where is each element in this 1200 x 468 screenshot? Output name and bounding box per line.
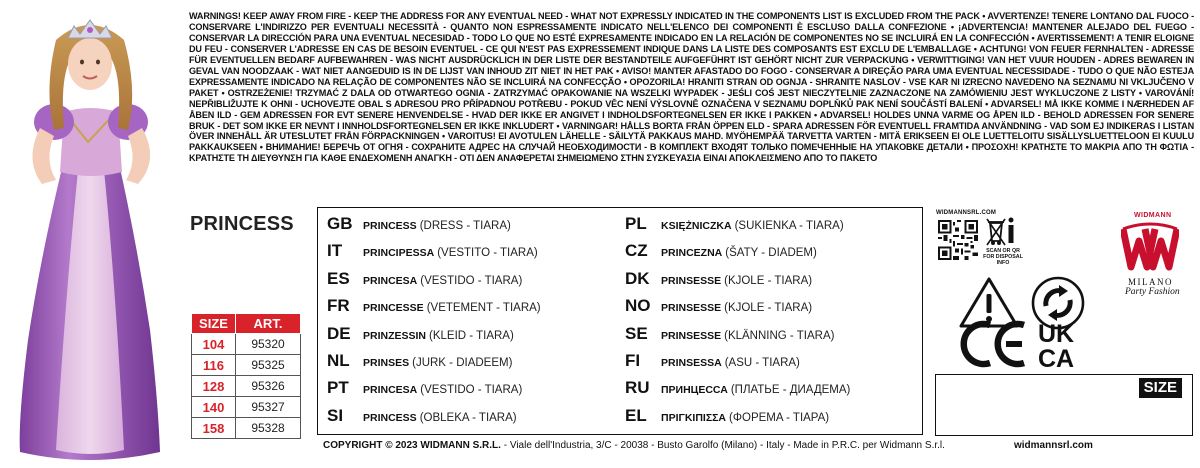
- size-tag: SIZE: [1139, 378, 1182, 398]
- size-art-table: [191, 313, 301, 439]
- product-description: (VESTIDO - TIARA): [420, 384, 523, 397]
- ukca-mark-icon: [1030, 318, 1082, 370]
- product-description: (ПЛАТЬЕ - ДИАДЕМА): [730, 384, 851, 397]
- website-link[interactable]: widmannsrl.com: [1014, 440, 1093, 451]
- product-description: (DRESS - TIARA): [419, 220, 511, 232]
- product-description: (SUKIENKA - TIARA): [734, 220, 844, 232]
- language-code: RU: [625, 378, 650, 398]
- costume-photo: [0, 0, 185, 468]
- product-name: PRINSESSE: [661, 302, 722, 315]
- product-name: KSIĘŻNICZKA: [661, 220, 732, 232]
- size-value: 104: [192, 334, 236, 355]
- product-name: PRINSES: [363, 356, 410, 369]
- translation-row: [327, 324, 627, 351]
- qr-code-icon[interactable]: [938, 220, 978, 260]
- brand-name: WIDMANN: [1134, 212, 1172, 219]
- size-header: SIZE: [192, 314, 236, 334]
- translation-row: [327, 269, 627, 296]
- translation-row: [327, 214, 627, 241]
- product-description: (KJOLE - TIARA): [724, 302, 813, 315]
- product-name: PRINCIPESSA: [363, 247, 435, 260]
- size-table-row: [192, 376, 301, 397]
- language-code: NO: [625, 296, 651, 316]
- product-title: PRINCESS: [190, 213, 294, 235]
- copyright-line: [323, 440, 945, 451]
- size-table-row: [192, 418, 301, 439]
- product-description: (KJOLE - TIARA): [724, 274, 813, 287]
- language-code: CZ: [625, 241, 648, 261]
- product-description: (KLEID - TIARA): [429, 329, 514, 342]
- translations-left-column: [327, 214, 627, 433]
- art-value: 95326: [236, 376, 301, 397]
- size-value: 128: [192, 376, 236, 397]
- product-description: (ΦΟΡΕΜΑ - ΤΙΑΡΑ): [729, 411, 830, 424]
- product-name: PRINCESS: [363, 411, 417, 424]
- language-code: NL: [327, 350, 350, 370]
- ce-mark-icon: [958, 319, 1030, 369]
- translation-row: [327, 406, 627, 433]
- translations-box: [317, 207, 923, 435]
- translation-row: [625, 378, 925, 405]
- product-description: (ŠATY - DIADEM): [725, 247, 817, 260]
- translation-row: [625, 214, 925, 241]
- brand-tagline: Party Fashion: [1125, 287, 1180, 297]
- qr-url-label: WIDMANNSRL.COM: [936, 210, 997, 216]
- company-address: - Viale dell'Industria, 3/C - 20038 - Busto Garolfo (Milano) - Italy - Made in P.R.C. per Widmann S.r.l.: [500, 440, 945, 451]
- product-description: (OBLEKA - TIARA): [419, 411, 517, 424]
- size-table-row: [192, 355, 301, 376]
- translation-row: [625, 324, 925, 351]
- product-name: PRINCESA: [363, 384, 418, 397]
- product-description: (JURK - DIADEEM): [412, 356, 513, 369]
- product-name: PRINCESS: [363, 220, 417, 232]
- language-code: EL: [625, 405, 647, 425]
- language-code: DE: [327, 323, 351, 343]
- warnings-text: WARNINGS! KEEP AWAY FROM FIRE - KEEP THE ADDRESS FOR ANY EVENTUAL NEED - WHAT NOT EXPRESSLY INDICATED IN THE COMPONENTS LIST IS EXCLUDED FROM THE PACK • AVVERTENZE! TENERE LONTANO DAL FUOCO - CONSERVARE L'INDIRIZZO PER EVENTUALI NECESSITÀ - QUANTO NON ESPRESSAMENTE INDICATO NELL'ELENCO DEI COMPONENTI È ESCLUSO DALLA CONFEZIONE • ¡ADVERTENCIA! MANTENER ALEJADO DEL FUEGO - CONSERVAR LA DIRECCIÓN PARA UNA EVENTUAL NECESIDAD - TODO LO QUE NO ESTÉ EXPRESAMENTE INDICADO EN LA RELACIÓN DE COMPONENTES NO SE INCLUIRÁ EN LA CONFECCIÓN • AVERTISSEMENT! A TENIR ELOIGNE DU FEU - CONSERVER L'ADRESSE EN CAS DE BESOIN EVENTUEL - CE QUI N'EST PAS EXPRESSEMENT INDIQUE DANS LA LISTE DES COMPOSANTS EST EXCLU DE L'EMBALLAGE • ACHTUNG! VON FEUER FERNHALTEN - ADRESSE FÜR EVENTUELLEN BEDARF AUFBEWAHREN - WAS NICHT AUSDRÜCKLICH IN DER LISTE DER BESTANDTEILE AUFGEFÜHRT IST GEHÖRT NICHT ZUR VERPACKUNG • VERWITTIGING! VAN HET VUUR HOUDEN - ADRES BEWAREN IN GEVAL VAN NOODZAAK - WAT NIET AANGEDUID IS IN DE LIJST VAN INHOUD ZIT NIET IN HET PAK • AVISO! MANTER AFASTADO DO FOGO - CONSERVAR A DIREÇÃO PARA UMA EVENTUAL NECESSIDADE - TUDO O QUE NÃO ESTEJA EXPRESSAMENTE INDICADO NA RELAÇÃO DE COMPONENTES NÃO SE INCLUIRÁ NA CONFECÇÃO • OPOZORILA! HRANITI STRAN OD OGNJA - SHRANITE NASLOV - VSE KAR NI IZRECNO NAVEDENO NA SEZNAMU NI VKLJUČENO V PAKET • OSTRZEŻENIE! TRZYMAĆ Z DALA OD OTWARTEGO OGNIA - ZATRZYMAĆ OPAKOWANIE NA WSZELKI WYPADEK - JEŚLI COŚ JEST NIECZYTELNIE ZAZNACZONE NA ZAMÓWIENIU JEST WYKLUCZONE Z LISTY • VAROVÁNÍ! NEPŘIBLIŽUJTE K OHNI - UCHOVEJTE OBAL S ADRESOU PRO PŘÍPADNOU POTŘEBU - POKUD VĚC NENÍ VÝSLOVNĚ OZNAČENA V SEZNAMU DOPLŇKŮ PAK NENÍ SOUČÁSTÍ BALENÍ • ADVARSEL! MÅ IKKE KOMME I NÆRHEDEN AF ÅBEN ILD - GEM ADRESSEN FOR EVT SENERE HENVENDELSE - HVAD DER IKKE ER ANGIVET I INDHOLDSFORTEGNELSEN ER IKKE I PAKKEN • ADVARSEL! HOLDES UNNA VARME OG ÅPEN ILD - BEHOLD ADRESSEN FOR SENERE BRUK - DET SOM IKKE ER NEVNT I INNHOLDSFORTEGNELSEN ER IKKE INKLUDERT • VARNINGAR! HÅLLS BORTA FRÅN ÖPPEN ELD - SPARA ADRESSEN FÖR EVENTUELL FRAMTIDA ANVÄNDNING - VAD SOM EJ INDIKERAS I LISTAN ÖVER INNEHÅLL ÄR UTESLUTET FRÅN FÖRPACKNINGEN • VAROITUS! EI AVOTULEN LÄHELLE - SÄILYTÄ PAKKAUS MAHD. MYÖHEMPÄÄ TARVETTA VARTEN - MITÄ ERIKSEEN EI OLE LUETTELOITU SISÄLLYSLUETTELOON EI KUULU PAKKAUKSEEN • ВНИМАНИЕ! БЕРЕЧЬ ОТ ОГНЯ - СОХРАНИТЕ АДРЕС НА СЛУЧАЙ НЕОБХОДИМОСТИ - В КОМПЛЕКТ ВХОДЯТ ТОЛЬКО ПОМЕЧЕННЫЕ НА УПАКОВКЕ ДЕТАЛИ • ΠΡΟΣΟΧΗ! ΚΡΑΤΗΣΤΕ ΤΟ ΜΑΚΡΙΑ ΑΠΟ ΤΗ ΦΩΤΙΑ - ΚΡΑΤΗΣΤΕ ΤΗ ΔΙΕΥΘΥΝΣΗ ΓΙΑ ΚΑΘΕ ΕΝΔΕΧΟΜΕΝΗ ΑΝΑΓΚΗ - ΟΤΙ ΔΕΝ ΑΝΑΦΕΡΕΤΑΙ ΣΗΜΕΙΩΜΕΝΟ ΣΤΗΝ ΣΥΣΚΕΥΑΣΙΑ ΕΙΝΑΙ ΑΠΟΚΛΕΙΣΜΕΝΟ ΑΠΟ ΤΟ ΠΑΚΕΤΟ: [189, 11, 1194, 164]
- translation-row: [327, 296, 627, 323]
- language-code: GB: [327, 214, 353, 233]
- product-name: PRINSESSE: [661, 329, 722, 342]
- language-code: FR: [327, 296, 350, 316]
- art-value: 95327: [236, 397, 301, 418]
- product-name: PRINCESA: [363, 274, 418, 287]
- art-header: ART.: [236, 314, 301, 334]
- size-value: 140: [192, 397, 236, 418]
- translation-row: [625, 351, 925, 378]
- product-name: ПРИНЦЕССА: [661, 384, 728, 397]
- translation-row: [625, 269, 925, 296]
- product-description: (ASU - TIARA): [724, 356, 800, 369]
- translation-row: [625, 406, 925, 433]
- translations-right-column: [625, 214, 925, 433]
- size-table-row: [192, 334, 301, 355]
- princess-costume-illustration: [0, 0, 185, 468]
- language-code: SI: [327, 405, 344, 425]
- product-name: PRINSESSE: [661, 274, 722, 287]
- product-name: PRINCEZNA: [661, 247, 723, 260]
- size-label-box: [935, 374, 1193, 436]
- product-description: (VESTIDO - TIARA): [420, 274, 523, 287]
- language-code: ES: [327, 268, 350, 288]
- disposal-bin-icon: [986, 215, 1016, 247]
- ukca-line2: CA: [1037, 345, 1075, 370]
- translation-row: [327, 351, 627, 378]
- ukca-line1: UK: [1037, 320, 1075, 348]
- product-description: (VETEMENT - TIARA): [426, 302, 541, 315]
- product-description: (KLÄNNING - TIARA): [724, 329, 835, 342]
- language-code: SE: [625, 323, 648, 343]
- product-name: ΠΡΙΓΚΙΠΙΣΣΑ: [661, 411, 726, 424]
- scan-qr-text: SCAN OR QR FOR DISPOSAL INFO: [983, 248, 1023, 266]
- product-description: (VESTITO - TIARA): [437, 247, 538, 260]
- language-code: FI: [625, 350, 641, 370]
- copyright-holder: COPYRIGHT © 2023 WIDMANN S.R.L.: [323, 440, 501, 451]
- language-code: PL: [625, 214, 647, 233]
- art-value: 95325: [236, 355, 301, 376]
- product-name: PRINZESSIN: [363, 329, 427, 342]
- translation-row: [625, 296, 925, 323]
- language-code: PT: [327, 378, 349, 398]
- size-table-header: [192, 314, 301, 334]
- language-code: IT: [327, 241, 343, 261]
- translation-row: [327, 378, 627, 405]
- translation-row: [327, 241, 627, 268]
- art-value: 95320: [236, 334, 301, 355]
- brand-city: MILANO: [1128, 277, 1173, 287]
- widmann-logo-icon: [1121, 221, 1179, 275]
- size-value: 116: [192, 355, 236, 376]
- product-name: PRINCESSE: [363, 302, 424, 315]
- product-name: PRINSESSA: [661, 356, 722, 369]
- translation-row: [625, 241, 925, 268]
- art-value: 95328: [236, 418, 301, 439]
- size-table-row: [192, 397, 301, 418]
- language-code: DK: [625, 268, 650, 288]
- size-value: 158: [192, 418, 236, 439]
